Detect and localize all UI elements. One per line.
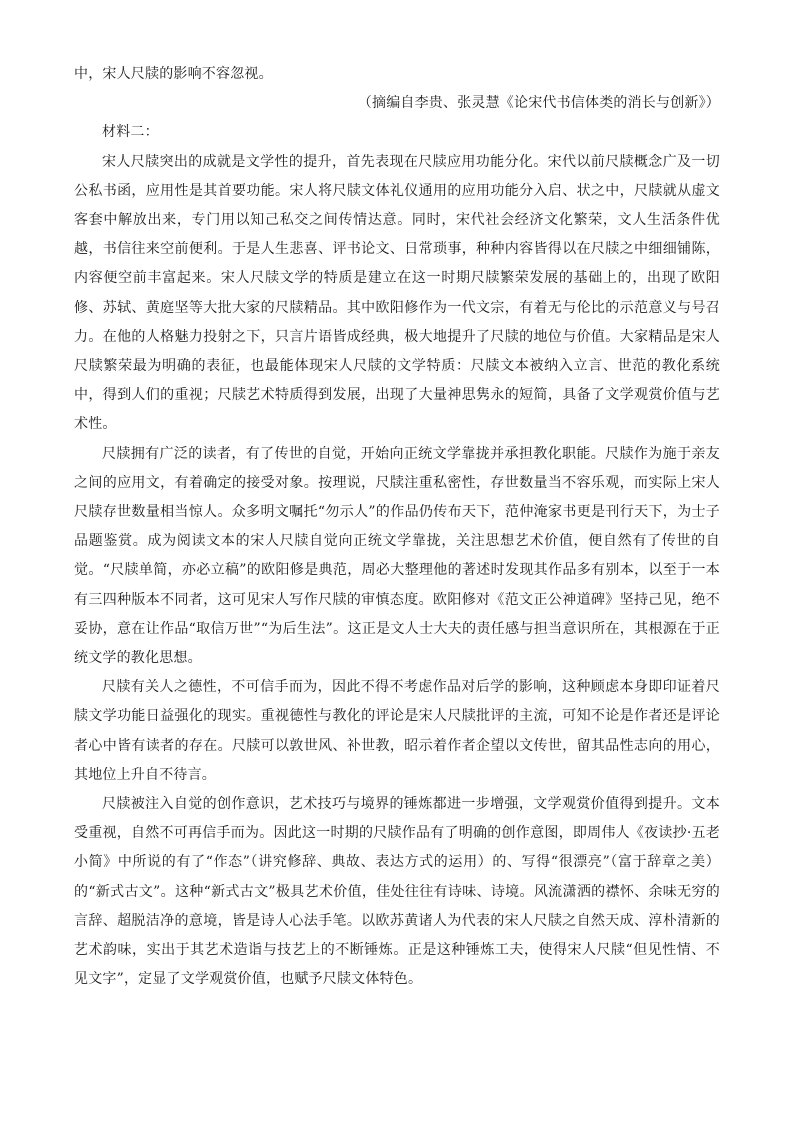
source-note: （摘编自李贵、张灵慧《论宋代书信体类的消长与创新》） (357, 95, 720, 112)
paragraph-4: 尺牍被注入自觉的创作意识，艺术技巧与境界的锤炼都进一步增强，文学观赏价值得到提升。文本受重视，自然不可再信手而为。因此这一时期的尺牍作品有了明确的创作意图，即周伟人《夜读抄·五老小简》中所说的有了“作态”（讲究修辞、典故、表达方式的运用）的、写得“很漂亮”（富于辞章之美）的“新式古文”。这种“新式古文”极具艺术价值，佳处往往有诗味、诗境。风流潇洒的襟怀、余味无穷的言辞、超脱洁净的意境，皆是诗人心法手笔。以欧苏黄诸人为代表的宋人尺牍之自然天成、淳朴清新的艺术韵味，实出于其艺术造诣与技艺上的不断锤炼。正是这种锤炼工夫，使得宋人尺牍“但见性情、不见文字”，定显了文学观赏价值，也赋予尺牍文体特色。 (74, 796, 720, 988)
opening-fragment: 中，宋人尺牍的影响不容忽视。 (74, 66, 273, 82)
paragraph-2: 尺牍拥有广泛的读者，有了传世的自觉，开始向正统文学靠拢并承担教化职能。尺牍作为施于亲友之间的应用文，有着确定的接受对象。按理说，尺牍注重私密性，存世数量当不容乐观，而实际上宋人尺牍存世数量相当惊人。众多明文嘱托“勿示人”的作品仍传布天下，范仲淹家书更是刊行天下，为士子品题鉴赏。成为阅读文本的宋人尺牍自觉向正统文学靠拢，关注思想艺术价值，便自然有了传世的自觉。“尺牍单简，亦必立稿”的欧阳修是典范，周必大整理他的著述时发现其作品多有别本，以至于一本有三四种版本不同者，这可见宋人写作尺牍的审慎态度。欧阳修对《范文正公神道碑》坚持己见，绝不妥协，意在让作品“取信万世”“为后生法”。这正是文人士大夫的责任感与担当意识所在，其根源在于正统文学的教化思想。 (74, 445, 720, 667)
paragraph-3: 尺牍有关人之德性，不可信手而为，因此不得不考虑作品对后学的影响，这种顾虑本身即印证着尺牍文学功能日益强化的现实。重视德性与教化的评论是宋人尺牍批评的主流，可知不论是作者还是评论者心中皆有读者的存在。尺牍可以敦世风、补世教，昭示着作者企望以文传世，留其品性志向的用心，其地位上升自不待言。 (74, 679, 720, 783)
paragraph-1: 宋人尺牍突出的成就是文学性的提升，首先表现在尺牍应用功能分化。宋代以前尺牍概念广及一切公私书函，应用性是其首要功能。宋人将尺牍文体礼仪通用的应用功能分入启、状之中，尺牍就从虚文客套中解放出来，专门用以知己私交之间传情达意。同时，宋代社会经济文化繁荣，文人生活条件优越，书信往来空前便利。于是人生悲喜、评书论文、日常琐事，种种内容皆得以在尺牍之中细细铺陈，内容便空前丰富起来。宋人尺牍文学的特质是建立在这一时期尺牍繁荣发展的基础上的，出现了欧阳修、苏轼、黄庭坚等大批大家的尺牍精品。其中欧阳修作为一代文宗，有着无与伦比的示范意义与号召力。在他的人格魅力投射之下，只言片语皆成经典，极大地提升了尺牍的地位与价值。大家精品是宋人尺牍繁荣最为明确的表征，也最能体现宋人尺牍的文学特质：尺牍文本被纳入立言、世范的教化系统中，得到人们的重视；尺牍艺术特质得到发展，出现了大量神思隽永的短简，具备了文学观赏价值与艺术性。 (74, 153, 720, 433)
document-page (74, 60, 720, 995)
section-label: 材料二： (102, 124, 159, 141)
